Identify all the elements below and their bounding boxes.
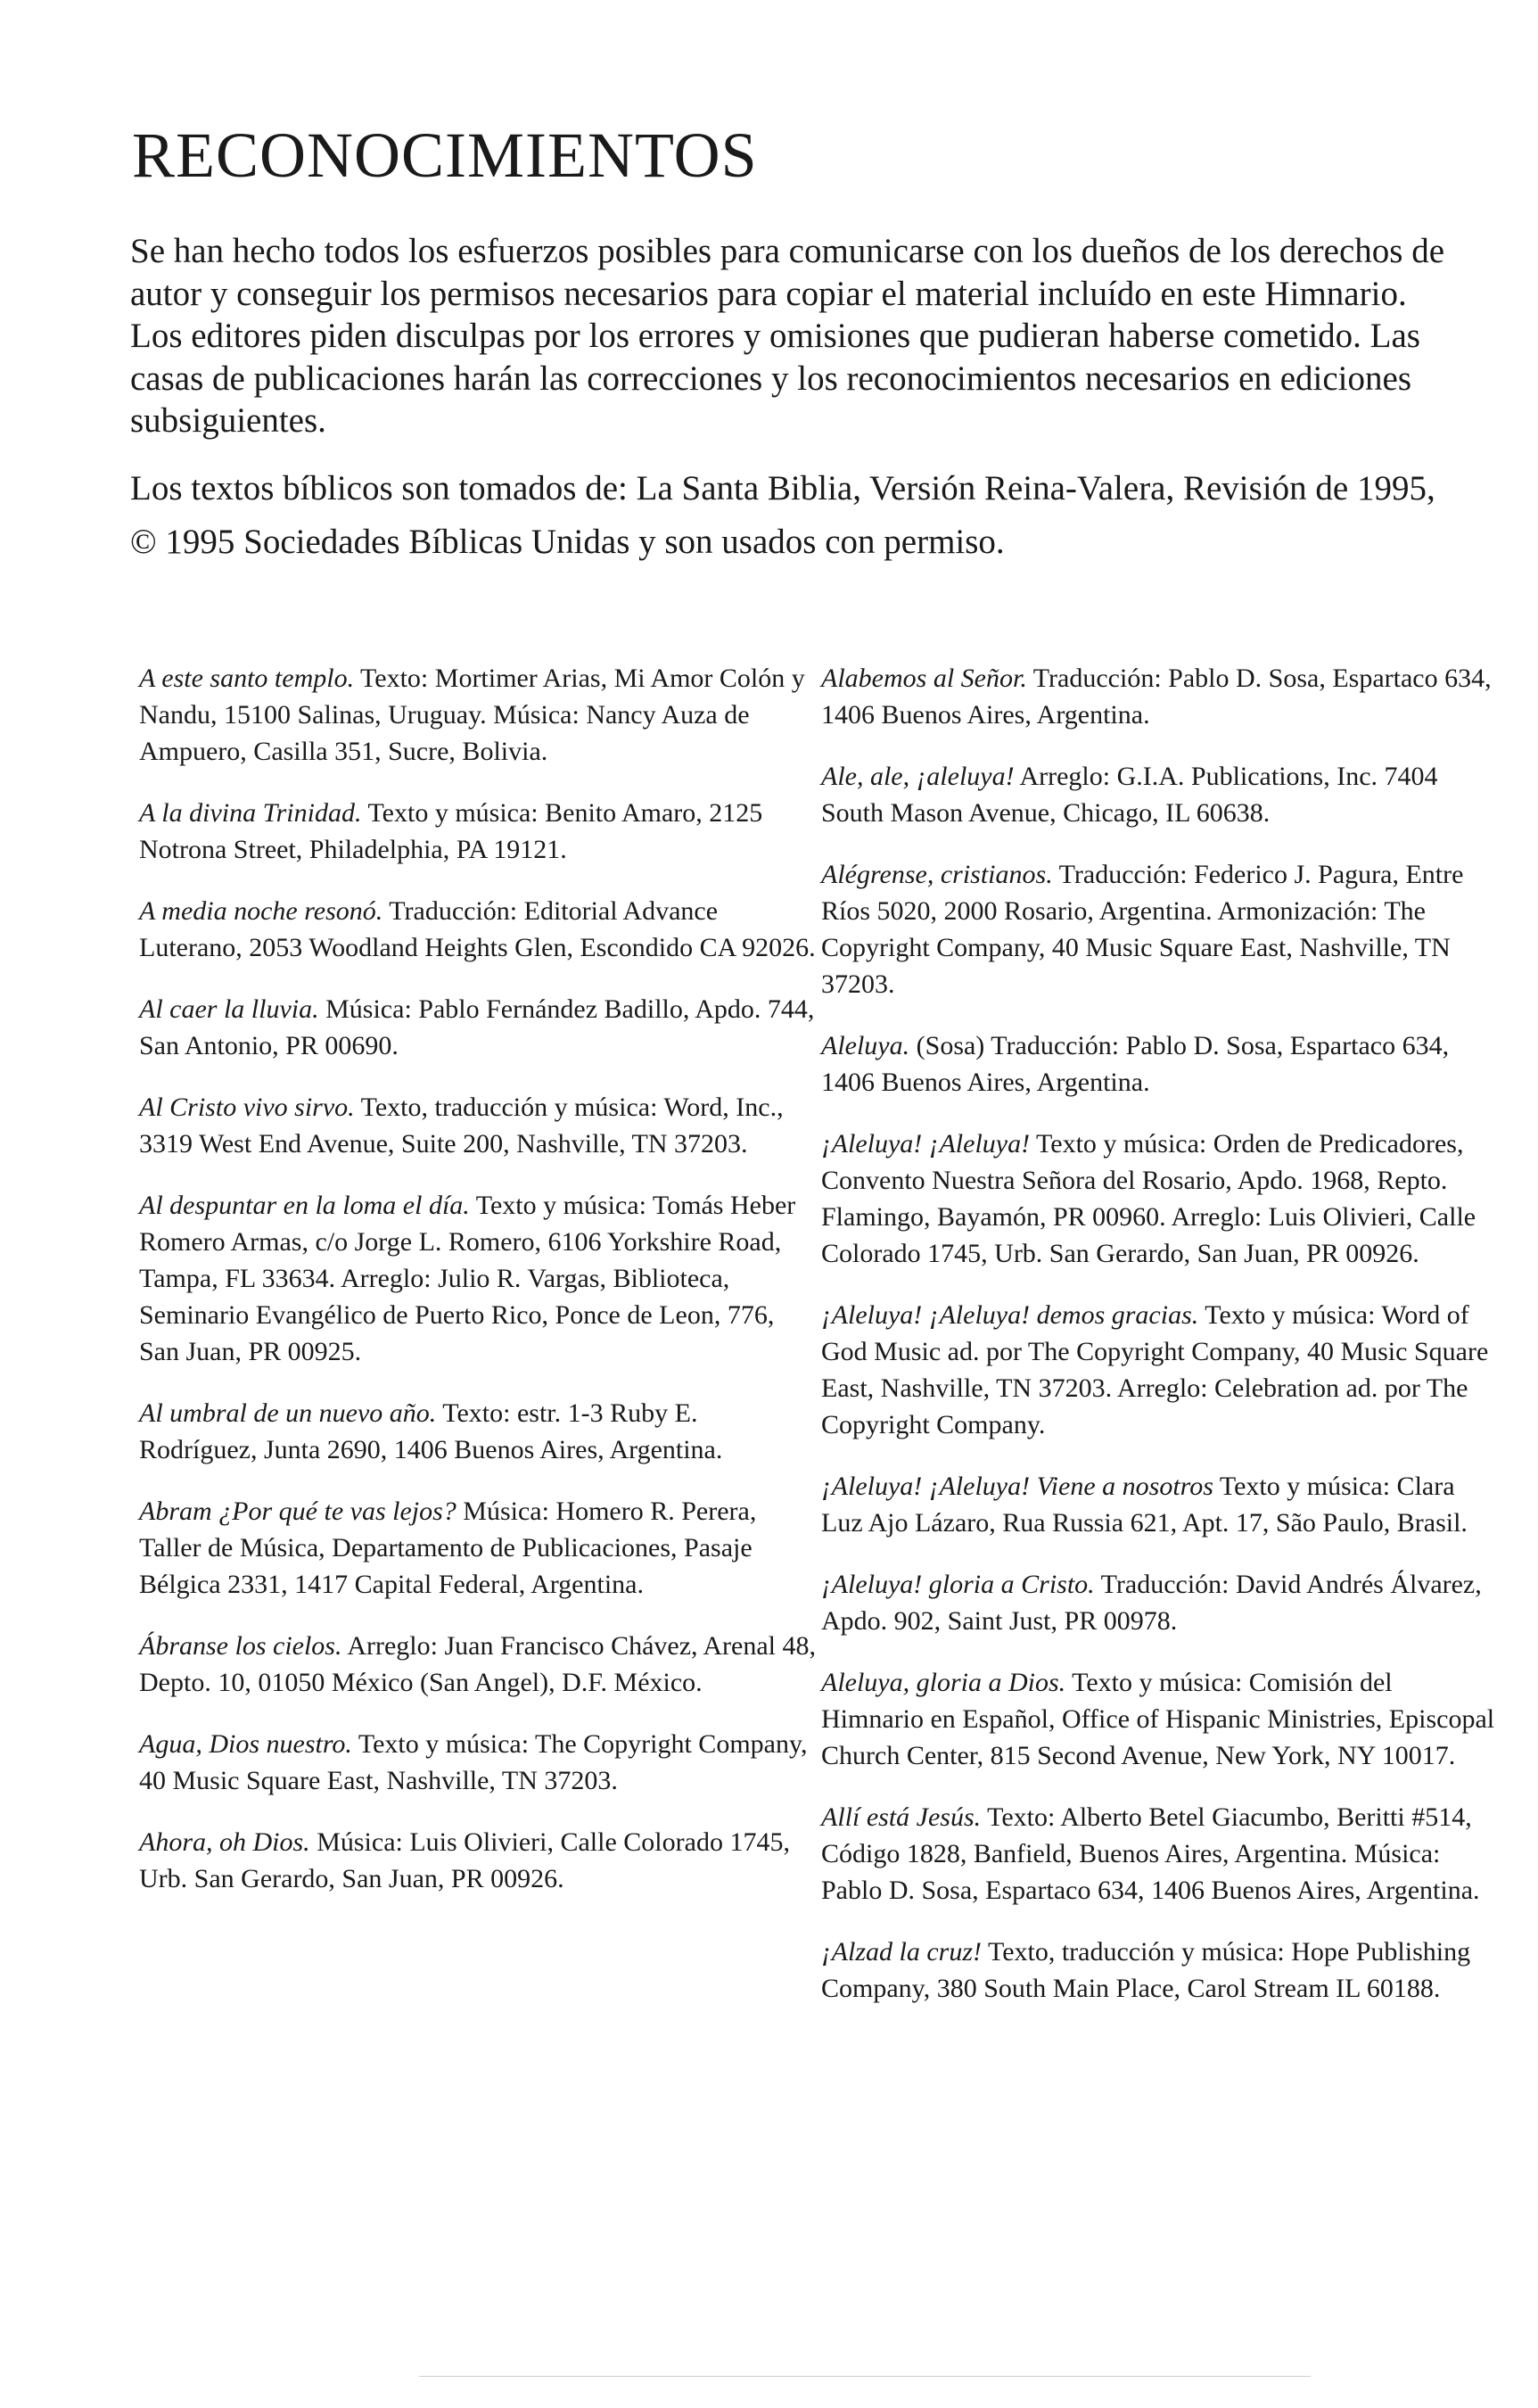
acknowledgement-entry bbox=[139, 1726, 817, 1799]
credit-text: Texto y música: Orden de Predicadores, Convento Nuestra Señora del Rosario, Apdo. 1968, Repto. Flamingo, Bayamón, PR 00960. Arreglo: Luis Olivieri, Calle Colorado 1745, Urb. San Gerardo, San Juan, PR 00926. bbox=[821, 1129, 1476, 1268]
credit-text: Música: Homero R. Perera, Taller de Música, Departamento de Publicaciones, Pasaje Bélgica 2331, 1417 Capital Federal, Argentina. bbox=[139, 1497, 757, 1599]
hymn-title: ¡Aleluya! gloria a Cristo. bbox=[821, 1570, 1095, 1599]
credit-text: Texto y música: The Copyright Company, 40 Music Square East, Nashville, TN 37203. bbox=[139, 1729, 808, 1795]
acknowledgement-entry bbox=[821, 1126, 1499, 1272]
hymn-title: Allí está Jesús. bbox=[821, 1802, 982, 1832]
acknowledgement-entry bbox=[139, 1187, 817, 1370]
hymn-title: ¡Aleluya! ¡Aleluya! Viene a nosotros bbox=[821, 1472, 1213, 1501]
page-title: RECONOCIMIENTOS bbox=[132, 120, 758, 191]
credit-text: Texto: Mortimer Arias, Mi Amor Colón y Nandu, 15100 Salinas, Uruguay. Música: Nancy Auza de Ampuero, Casilla 351, Sucre, Bolivia. bbox=[139, 664, 805, 766]
acknowledgement-entry bbox=[821, 1566, 1499, 1639]
hymn-title: Alégrense, cristianos. bbox=[821, 860, 1053, 889]
left-column bbox=[139, 660, 817, 1922]
hymn-title: Aleluya. bbox=[821, 1031, 910, 1060]
acknowledgement-entry bbox=[821, 660, 1499, 733]
hymn-title: Al umbral de un nuevo año. bbox=[139, 1398, 437, 1428]
intro-paragraph: Se han hecho todos los esfuerzos posibles para comunicarse con los dueños de los derechos de autor y conseguir los permisos necesarios para copiar el material incluído en este Himnario. Los editores piden disculpas por los errores y omisiones que pudieran haberse cometido. Las casas de publicaciones harán las correcciones y los reconocimientos necesarios en ediciones subsiguientes. bbox=[130, 232, 1445, 440]
acknowledgement-entry bbox=[821, 1664, 1499, 1774]
credit-text: Arreglo: G.I.A. Publications, Inc. 7404 South Mason Avenue, Chicago, IL 60638. bbox=[821, 762, 1438, 828]
acknowledgement-entry bbox=[139, 1395, 817, 1468]
acknowledgement-entry bbox=[821, 856, 1499, 1002]
hymn-title: ¡Aleluya! ¡Aleluya! demos gracias. bbox=[821, 1300, 1199, 1330]
hymn-title: Al despuntar en la loma el día. bbox=[139, 1191, 470, 1220]
hymn-title: A media noche resonó. bbox=[139, 896, 383, 926]
hymn-title: Aleluya, gloria a Dios. bbox=[821, 1668, 1066, 1697]
credit-text: Traducción: Pablo D. Sosa, Espartaco 634, 1406 Buenos Aires, Argentina. bbox=[821, 664, 1492, 730]
intro-section bbox=[130, 230, 1459, 589]
acknowledgement-entry bbox=[821, 1799, 1499, 1909]
acknowledgement-entry bbox=[139, 893, 817, 966]
credit-text: Traducción: Editorial Advance Luterano, 2053 Woodland Heights Glen, Escondido CA 92026. bbox=[139, 896, 816, 962]
hymn-title: Alabemos al Señor. bbox=[821, 664, 1027, 693]
acknowledgement-entry bbox=[821, 1934, 1499, 2007]
hymn-title: A este santo templo. bbox=[139, 664, 355, 693]
acknowledgement-entry bbox=[821, 1468, 1499, 1541]
credit-text: Texto: estr. 1-3 Ruby E. Rodríguez, Junta 2690, 1406 Buenos Aires, Argentina. bbox=[139, 1398, 723, 1464]
credit-text: Música: Luis Olivieri, Calle Colorado 1745, Urb. San Gerardo, San Juan, PR 00926. bbox=[139, 1827, 790, 1893]
acknowledgement-entry bbox=[139, 1628, 817, 1701]
hymn-title: Agua, Dios nuestro. bbox=[139, 1729, 352, 1759]
hymn-title: Ahora, oh Dios. bbox=[139, 1827, 310, 1857]
acknowledgement-entry bbox=[139, 660, 817, 770]
acknowledgement-entry bbox=[821, 1027, 1499, 1101]
hymn-title: Ale, ale, ¡aleluya! bbox=[821, 762, 1015, 791]
hymn-title: Al Cristo vivo sirvo. bbox=[139, 1093, 355, 1122]
bottom-divider bbox=[419, 2376, 1311, 2377]
acknowledgement-entry bbox=[139, 991, 817, 1064]
credit-text: Traducción: Federico J. Pagura, Entre Ríos 5020, 2000 Rosario, Argentina. Armonización: The Copyright Company, 40 Music Square East, Nashville, TN 37203. bbox=[821, 860, 1464, 999]
credit-text: Texto y música: Clara Luz Ajo Lázaro, Rua Russia 621, Apt. 17, São Paulo, Brasil. bbox=[821, 1472, 1468, 1538]
acknowledgement-entry bbox=[821, 758, 1499, 831]
credit-text: Texto, traducción y música: Hope Publishing Company, 380 South Main Place, Carol Stream IL 60188. bbox=[821, 1937, 1471, 2003]
acknowledgement-entry bbox=[139, 1089, 817, 1162]
acknowledgement-entry bbox=[139, 795, 817, 868]
credit-text: Texto y música: Word of God Music ad. por The Copyright Company, 40 Music Square East, Nashville, TN 37203. Arreglo: Celebration ad. por The Copyright Company. bbox=[821, 1300, 1489, 1439]
right-column bbox=[821, 660, 1499, 2032]
hymn-title: A la divina Trinidad. bbox=[139, 798, 362, 828]
credit-text: Texto, traducción y música: Word, Inc., 3319 West End Avenue, Suite 200, Nashville, TN 37203. bbox=[139, 1093, 784, 1159]
acknowledgement-entry bbox=[139, 1493, 817, 1603]
credit-text: Texto y música: Comisión del Himnario en Español, Office of Hispanic Ministries, Episcopal Church Center, 815 Second Avenue, New York, NY 10017. bbox=[821, 1668, 1495, 1770]
credit-text: (Sosa) Traducción: Pablo D. Sosa, Espartaco 634, 1406 Buenos Aires, Argentina. bbox=[821, 1031, 1450, 1097]
credit-text: Traducción: David Andrés Álvarez, Apdo. 902, Saint Just, PR 00978. bbox=[821, 1570, 1482, 1636]
credit-text: Texto y música: Benito Amaro, 2125 Notrona Street, Philadelphia, PA 19121. bbox=[139, 798, 763, 864]
acknowledgement-entry bbox=[821, 1297, 1499, 1443]
credit-text: Texto y música: Tomás Heber Romero Armas, c/o Jorge L. Romero, 6106 Yorkshire Road, Tampa, FL 33634. Arreglo: Julio R. Vargas, Biblioteca, Seminario Evangélico de Puerto Rico, Ponce de Leon, 776, San Juan, PR 00925. bbox=[139, 1191, 796, 1366]
intro-paragraph: Los textos bíblicos son tomados de: La Santa Biblia, Versión Reina-Valera, Revisión de 1995, © 1995 Sociedades Bíblicas Unidas y son usados con permiso. bbox=[130, 468, 1435, 561]
hymn-title: Abram ¿Por qué te vas lejos? bbox=[139, 1497, 456, 1526]
hymn-title: Al caer la lluvia. bbox=[139, 994, 319, 1024]
acknowledgement-entry bbox=[139, 1824, 817, 1897]
hymn-title: Ábranse los cielos. bbox=[139, 1631, 342, 1661]
credit-text: Arreglo: Juan Francisco Chávez, Arenal 48, Depto. 10, 01050 México (San Angel), D.F. México. bbox=[139, 1631, 817, 1697]
credit-text: Texto: Alberto Betel Giacumbo, Beritti #514, Código 1828, Banfield, Buenos Aires, Argentina. Música: Pablo D. Sosa, Espartaco 634, 1406 Buenos Aires, Argentina. bbox=[821, 1802, 1480, 1905]
hymn-title: ¡Alzad la cruz! bbox=[821, 1937, 982, 1967]
credit-text: Música: Pablo Fernández Badillo, Apdo. 744, San Antonio, PR 00690. bbox=[139, 994, 815, 1060]
hymn-title: ¡Aleluya! ¡Aleluya! bbox=[821, 1129, 1031, 1159]
